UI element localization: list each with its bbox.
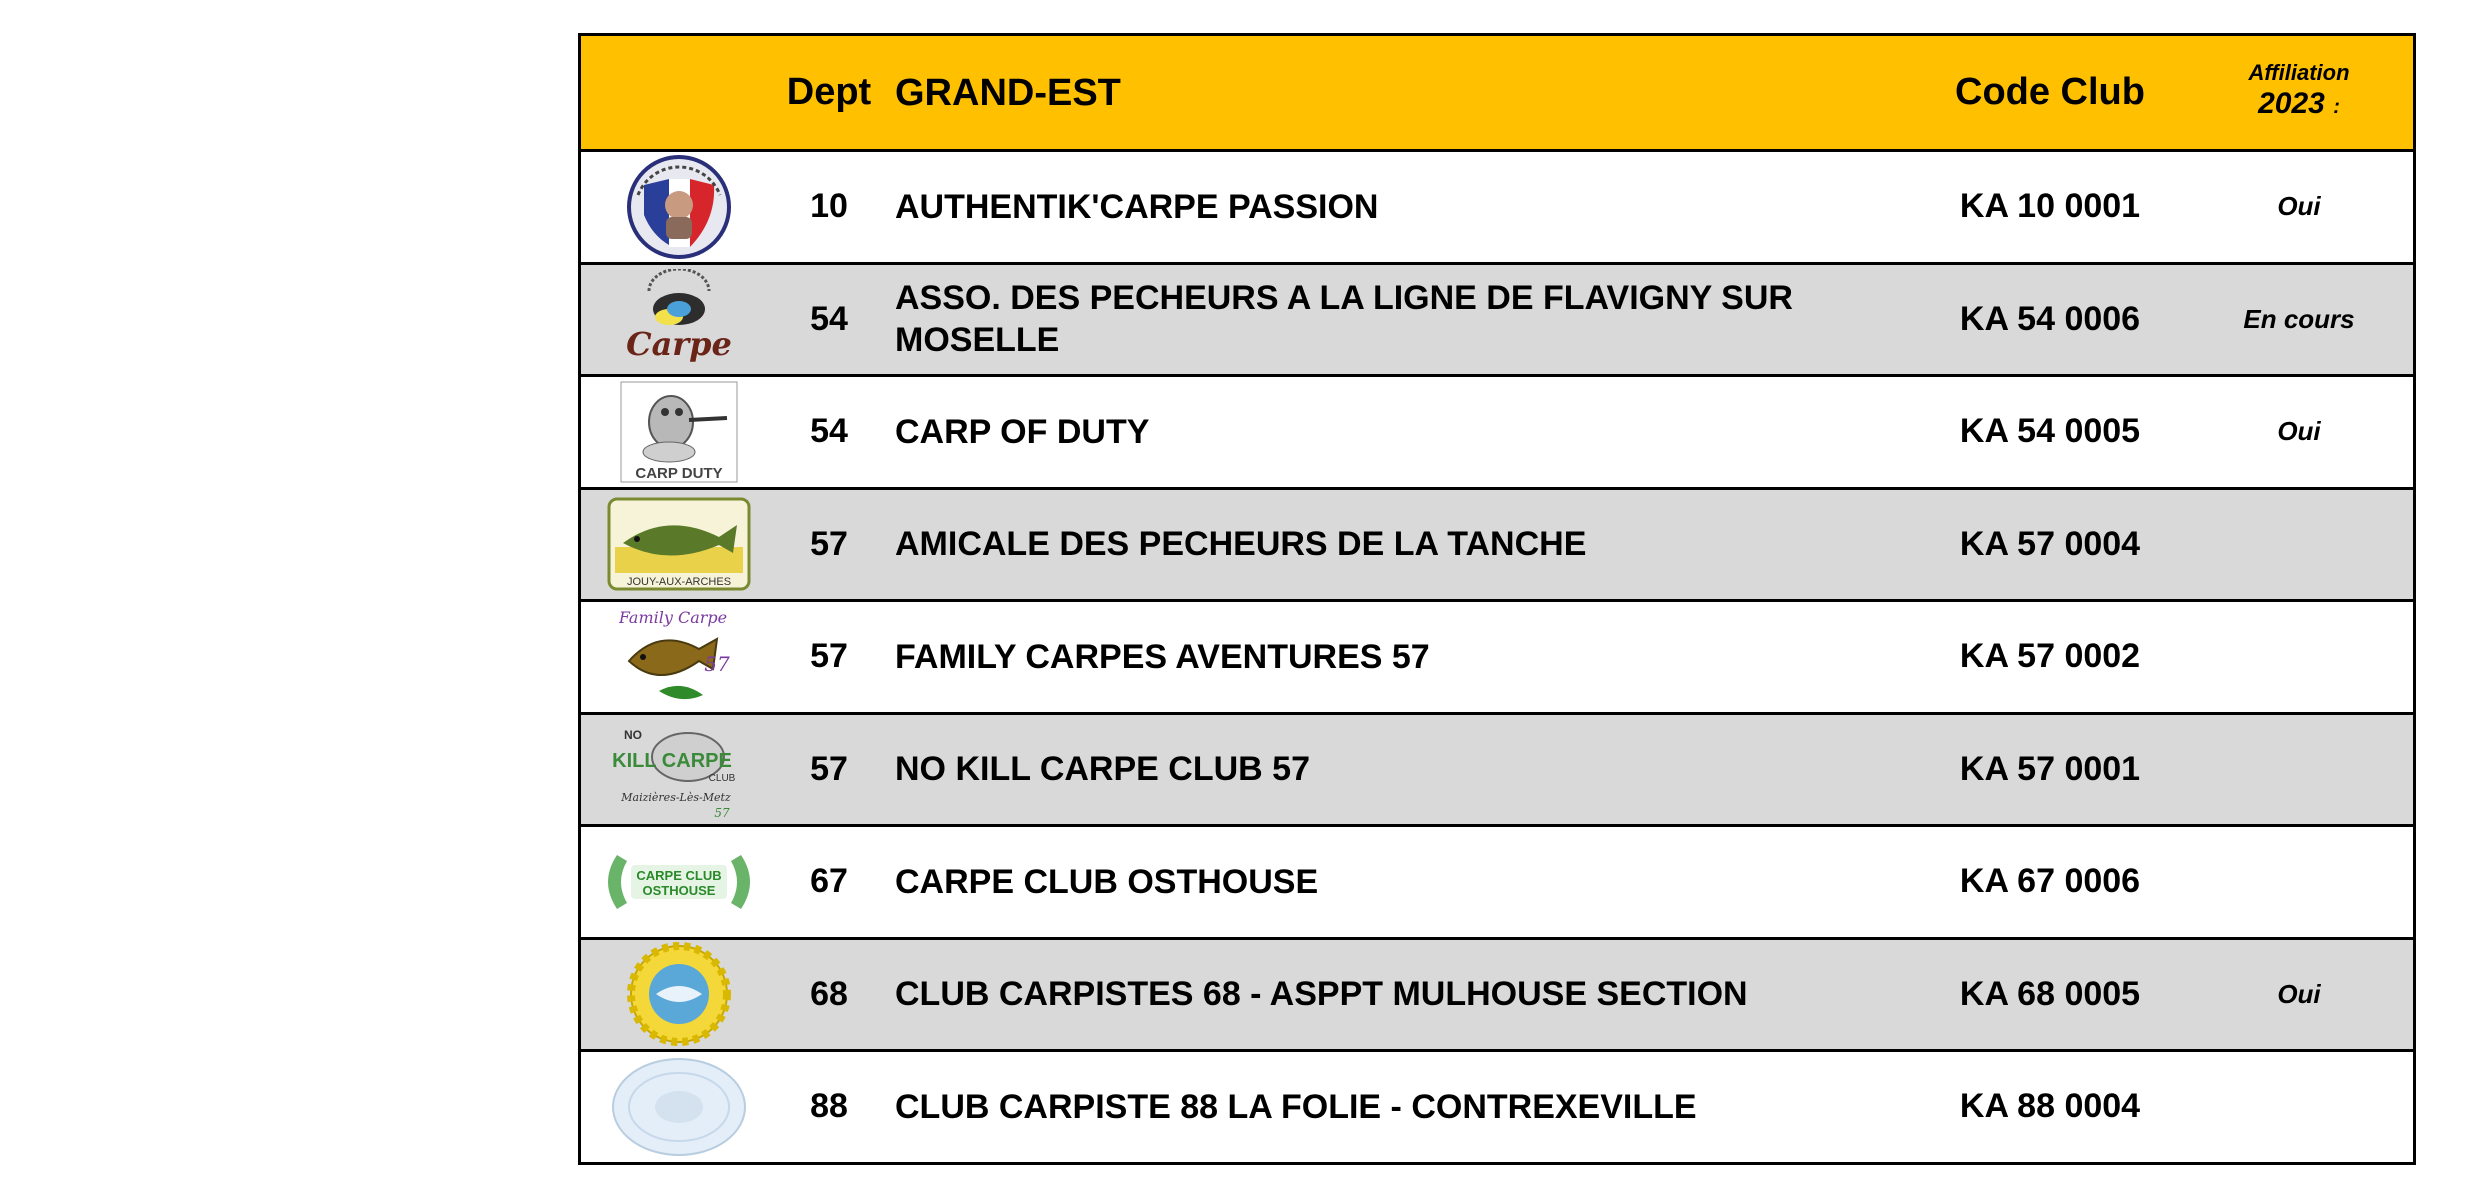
family-carpes-logo-title: Family Carpe xyxy=(619,607,728,627)
header-affiliation-colon: : xyxy=(2333,96,2340,118)
flavigny-logo-icon xyxy=(619,269,739,369)
club-code-cell: KA 54 0005 xyxy=(1959,412,2141,451)
club-name-cell: CLUB CARPISTE 88 LA FOLIE - CONTREXEVILLE xyxy=(895,1087,1697,1126)
tanche-logo-icon xyxy=(607,497,751,591)
dept-cell: 67 xyxy=(810,862,848,901)
asppt-logo-icon xyxy=(624,942,734,1046)
table-row xyxy=(581,712,2413,825)
club-name-cell: AUTHENTIK'CARPE PASSION xyxy=(895,187,1379,226)
no-kill-logo-club: CLUB xyxy=(708,773,736,785)
header-code-club: Code Club xyxy=(1955,71,2145,113)
club-code-cell: KA 54 0006 xyxy=(1959,299,2141,338)
no-kill-logo-num: 57 xyxy=(714,806,730,821)
dept-cell: 57 xyxy=(810,637,848,676)
header-logo-cell xyxy=(581,36,777,149)
table-row xyxy=(581,937,2413,1050)
club-name-cell: CARP OF DUTY xyxy=(895,412,1150,451)
club-logo-tanche xyxy=(581,490,777,600)
carp-duty-logo-icon xyxy=(619,380,739,484)
table-row xyxy=(581,824,2413,937)
table-row xyxy=(581,374,2413,487)
club-logo-asppt xyxy=(581,940,777,1050)
table-row xyxy=(581,487,2413,600)
club-logo-family-carpes xyxy=(581,602,777,712)
tanche-logo-text: JOUY-AUX-ARCHES xyxy=(626,576,732,589)
club-name-cell: CLUB CARPISTES 68 - ASPPT MULHOUSE SECTION xyxy=(895,975,1748,1014)
affiliation-cell: Oui xyxy=(2277,191,2321,222)
header-region: GRAND-EST xyxy=(895,71,1121,114)
club-code-cell: KA 57 0004 xyxy=(1959,524,2141,563)
clubs-table xyxy=(578,33,2416,1165)
table-row xyxy=(581,599,2413,712)
no-kill-logo-main: KILL CARPE xyxy=(612,750,732,773)
header-affiliation-label: Affiliation xyxy=(2248,60,2350,85)
header-affiliation-year: 2023 xyxy=(2258,87,2325,120)
club-logo-authentik xyxy=(581,152,777,262)
osthouse-logo-line1: CARPE CLUB xyxy=(636,867,722,883)
club-code-cell: KA 57 0002 xyxy=(1959,637,2141,676)
club-name-cell: CARPE CLUB OSTHOUSE xyxy=(895,862,1319,901)
club-code-cell: KA 67 0006 xyxy=(1959,862,2141,901)
osthouse-logo-line2: OSTHOUSE xyxy=(642,882,716,898)
table-row xyxy=(581,1049,2413,1162)
family-carpes-logo-icon xyxy=(619,605,739,709)
club-name-cell: ASSO. DES PECHEURS A LA LIGNE DE FLAVIGNY SUR MOSELLE xyxy=(895,279,1793,360)
dept-cell: 88 xyxy=(810,1087,848,1126)
header-affiliation xyxy=(2185,60,2413,125)
club-logo-flavigny xyxy=(581,265,777,375)
dept-cell: 68 xyxy=(810,974,848,1013)
club-name-cell: NO KILL CARPE CLUB 57 xyxy=(895,750,1310,789)
dept-cell: 54 xyxy=(810,299,848,338)
table-row xyxy=(581,262,2413,375)
club-code-cell: KA 57 0001 xyxy=(1959,749,2141,788)
affiliation-cell: Oui xyxy=(2277,416,2321,447)
dept-cell: 57 xyxy=(810,524,848,563)
osthouse-logo-icon xyxy=(597,847,761,917)
table-row xyxy=(581,149,2413,262)
club-logo-la-folie xyxy=(581,1052,777,1162)
flavigny-logo-text: Carpe xyxy=(626,325,732,364)
header-dept: Dept xyxy=(786,71,872,113)
dept-cell: 10 xyxy=(810,187,848,226)
club-logo-carp-duty xyxy=(581,377,777,487)
club-logo-no-kill xyxy=(581,715,777,825)
authentik-logo-icon xyxy=(624,155,734,259)
no-kill-logo-icon xyxy=(612,717,746,821)
affiliation-cell: En cours xyxy=(2243,303,2355,334)
table-header xyxy=(581,36,2413,149)
dept-cell: 54 xyxy=(810,412,848,451)
dept-cell: 57 xyxy=(810,749,848,788)
affiliation-cell: Oui xyxy=(2277,978,2321,1009)
club-name-cell: FAMILY CARPES AVENTURES 57 xyxy=(895,637,1430,676)
carp-duty-logo-text: CARP DUTY xyxy=(635,464,723,482)
la-folie-logo-icon xyxy=(609,1055,749,1159)
no-kill-logo-no: NO xyxy=(624,728,642,743)
family-carpes-logo-num: 57 xyxy=(704,651,730,676)
club-name-cell: AMICALE DES PECHEURS DE LA TANCHE xyxy=(895,525,1587,564)
club-code-cell: KA 68 0005 xyxy=(1959,974,2141,1013)
club-code-cell: KA 10 0001 xyxy=(1959,187,2141,226)
club-code-cell: KA 88 0004 xyxy=(1959,1087,2141,1126)
club-logo-osthouse xyxy=(581,827,777,937)
no-kill-logo-town: Maizières-Lès-Metz xyxy=(621,791,731,805)
